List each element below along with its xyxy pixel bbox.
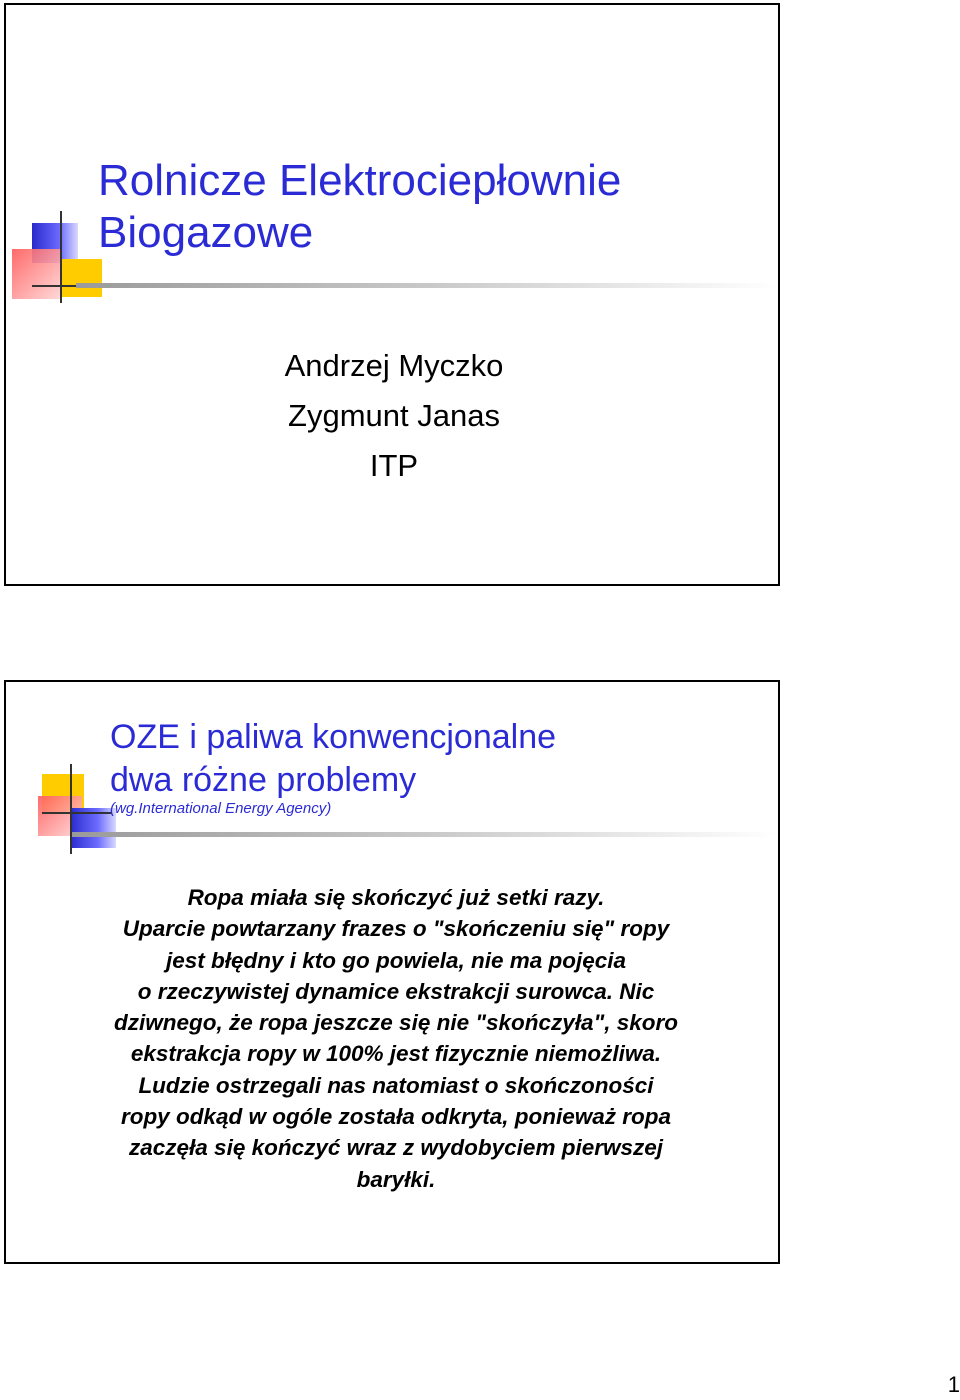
- body-line: baryłki.: [356, 1166, 436, 1192]
- body-line: zaczęła się kończyć wraz z wydobyciem pierwszej: [129, 1135, 663, 1161]
- body-line: Uparcie powtarzany frazes o "skończeniu się" ropy: [122, 916, 670, 942]
- body-line: ropy odkąd w ogóle została odkryta, ponieważ ropa: [120, 1104, 672, 1130]
- body-line: ekstrakcja ropy w 100% jest fizycznie niemożliwa.: [130, 1041, 662, 1067]
- slide-2-body-text: [66, 882, 726, 1195]
- slide-1: [4, 3, 780, 586]
- author-line: Zygmunt Janas: [288, 398, 500, 433]
- body-line: jest błędny i kto go powiela, nie ma pojęcia: [165, 947, 627, 973]
- slide-2-title-line-2: dwa różne problemy: [110, 760, 417, 799]
- body-line: Ludzie ostrzegali nas natomiast o skończoności: [138, 1072, 654, 1098]
- slide-1-title: [98, 155, 621, 259]
- slide-1-authors: [6, 341, 782, 491]
- slide-1-title-rule: [76, 283, 776, 288]
- slide-2-subtitle: (wg.International Energy Agency): [110, 800, 332, 817]
- body-line: o rzeczywistej dynamice ekstrakcji surowca. Nic: [137, 978, 655, 1004]
- slide-1-title-line-1: Rolnicze Elektrociepłownie: [98, 156, 622, 205]
- page-number: 1: [947, 1372, 960, 1397]
- slide-1-title-line-2: Biogazowe: [98, 207, 314, 257]
- author-line: Andrzej Myczko: [284, 348, 504, 383]
- body-line: Ropa miała się skończyć już setki razy.: [187, 885, 605, 910]
- slide-2: [4, 680, 780, 1264]
- body-line: dziwnego, że ropa jeszcze się nie "skończyła", skoro: [113, 1010, 679, 1036]
- slide-2-title: [110, 716, 556, 801]
- slide-2-title-line-1: OZE i paliwa konwencjonalne: [110, 718, 557, 756]
- slide-2-title-rule: [72, 832, 776, 837]
- institution-line: ITP: [369, 448, 419, 483]
